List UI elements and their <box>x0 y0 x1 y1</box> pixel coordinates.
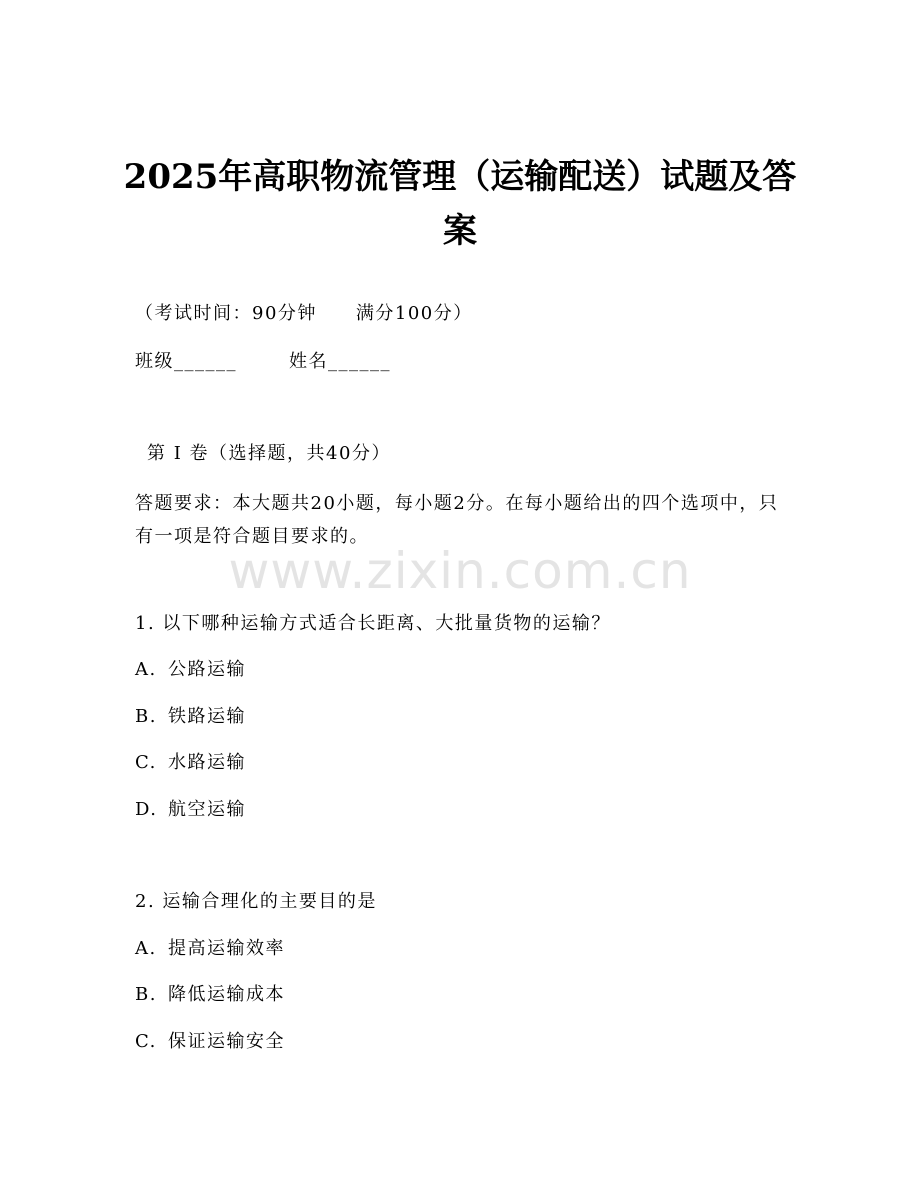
option-text: 降低运输成本 <box>168 984 285 1005</box>
question-1-option-d <box>135 798 246 822</box>
name-field-label: 姓名______ <box>289 351 391 372</box>
option-text: 提高运输效率 <box>168 938 285 959</box>
option-letter: C. <box>135 1031 157 1052</box>
option-letter: B. <box>135 706 157 727</box>
option-letter: B. <box>135 984 157 1005</box>
option-text: 航空运输 <box>168 799 246 820</box>
question-2-stem: 2. 运输合理化的主要目的是 <box>135 891 377 912</box>
question-1-option-a <box>135 658 246 682</box>
exam-info: （考试时间：90分钟 满分100分） <box>135 303 473 324</box>
option-letter: C. <box>135 752 157 773</box>
option-text: 水路运输 <box>168 752 246 773</box>
option-text: 铁路运输 <box>168 706 246 727</box>
option-text: 保证运输安全 <box>168 1031 285 1052</box>
instructions: 答题要求：本大题共20小题，每小题2分。在每小题给出的四个选项中，只有一项是符合题目要求的。 <box>135 493 779 547</box>
question-2-option-a <box>135 937 285 961</box>
document-title: 2025年高职物流管理（运输配送）试题及答案 <box>123 157 797 251</box>
question-2-option-b <box>135 983 285 1007</box>
question-1-stem: 1. 以下哪种运输方式适合长距离、大批量货物的运输？ <box>135 613 611 634</box>
option-letter: A. <box>135 659 157 680</box>
option-letter: D. <box>135 799 158 820</box>
option-letter: A. <box>135 938 157 959</box>
section-title: 第 I 卷（选择题，共40分） <box>147 443 391 464</box>
watermark: www.zixin.com.cn <box>228 542 692 600</box>
question-2-option-c <box>135 1030 285 1054</box>
question-1-option-c <box>135 751 246 775</box>
class-field-label: 班级______ <box>135 351 237 372</box>
question-1-option-b <box>135 705 246 729</box>
student-info-row <box>135 350 391 374</box>
option-text: 公路运输 <box>168 659 246 680</box>
